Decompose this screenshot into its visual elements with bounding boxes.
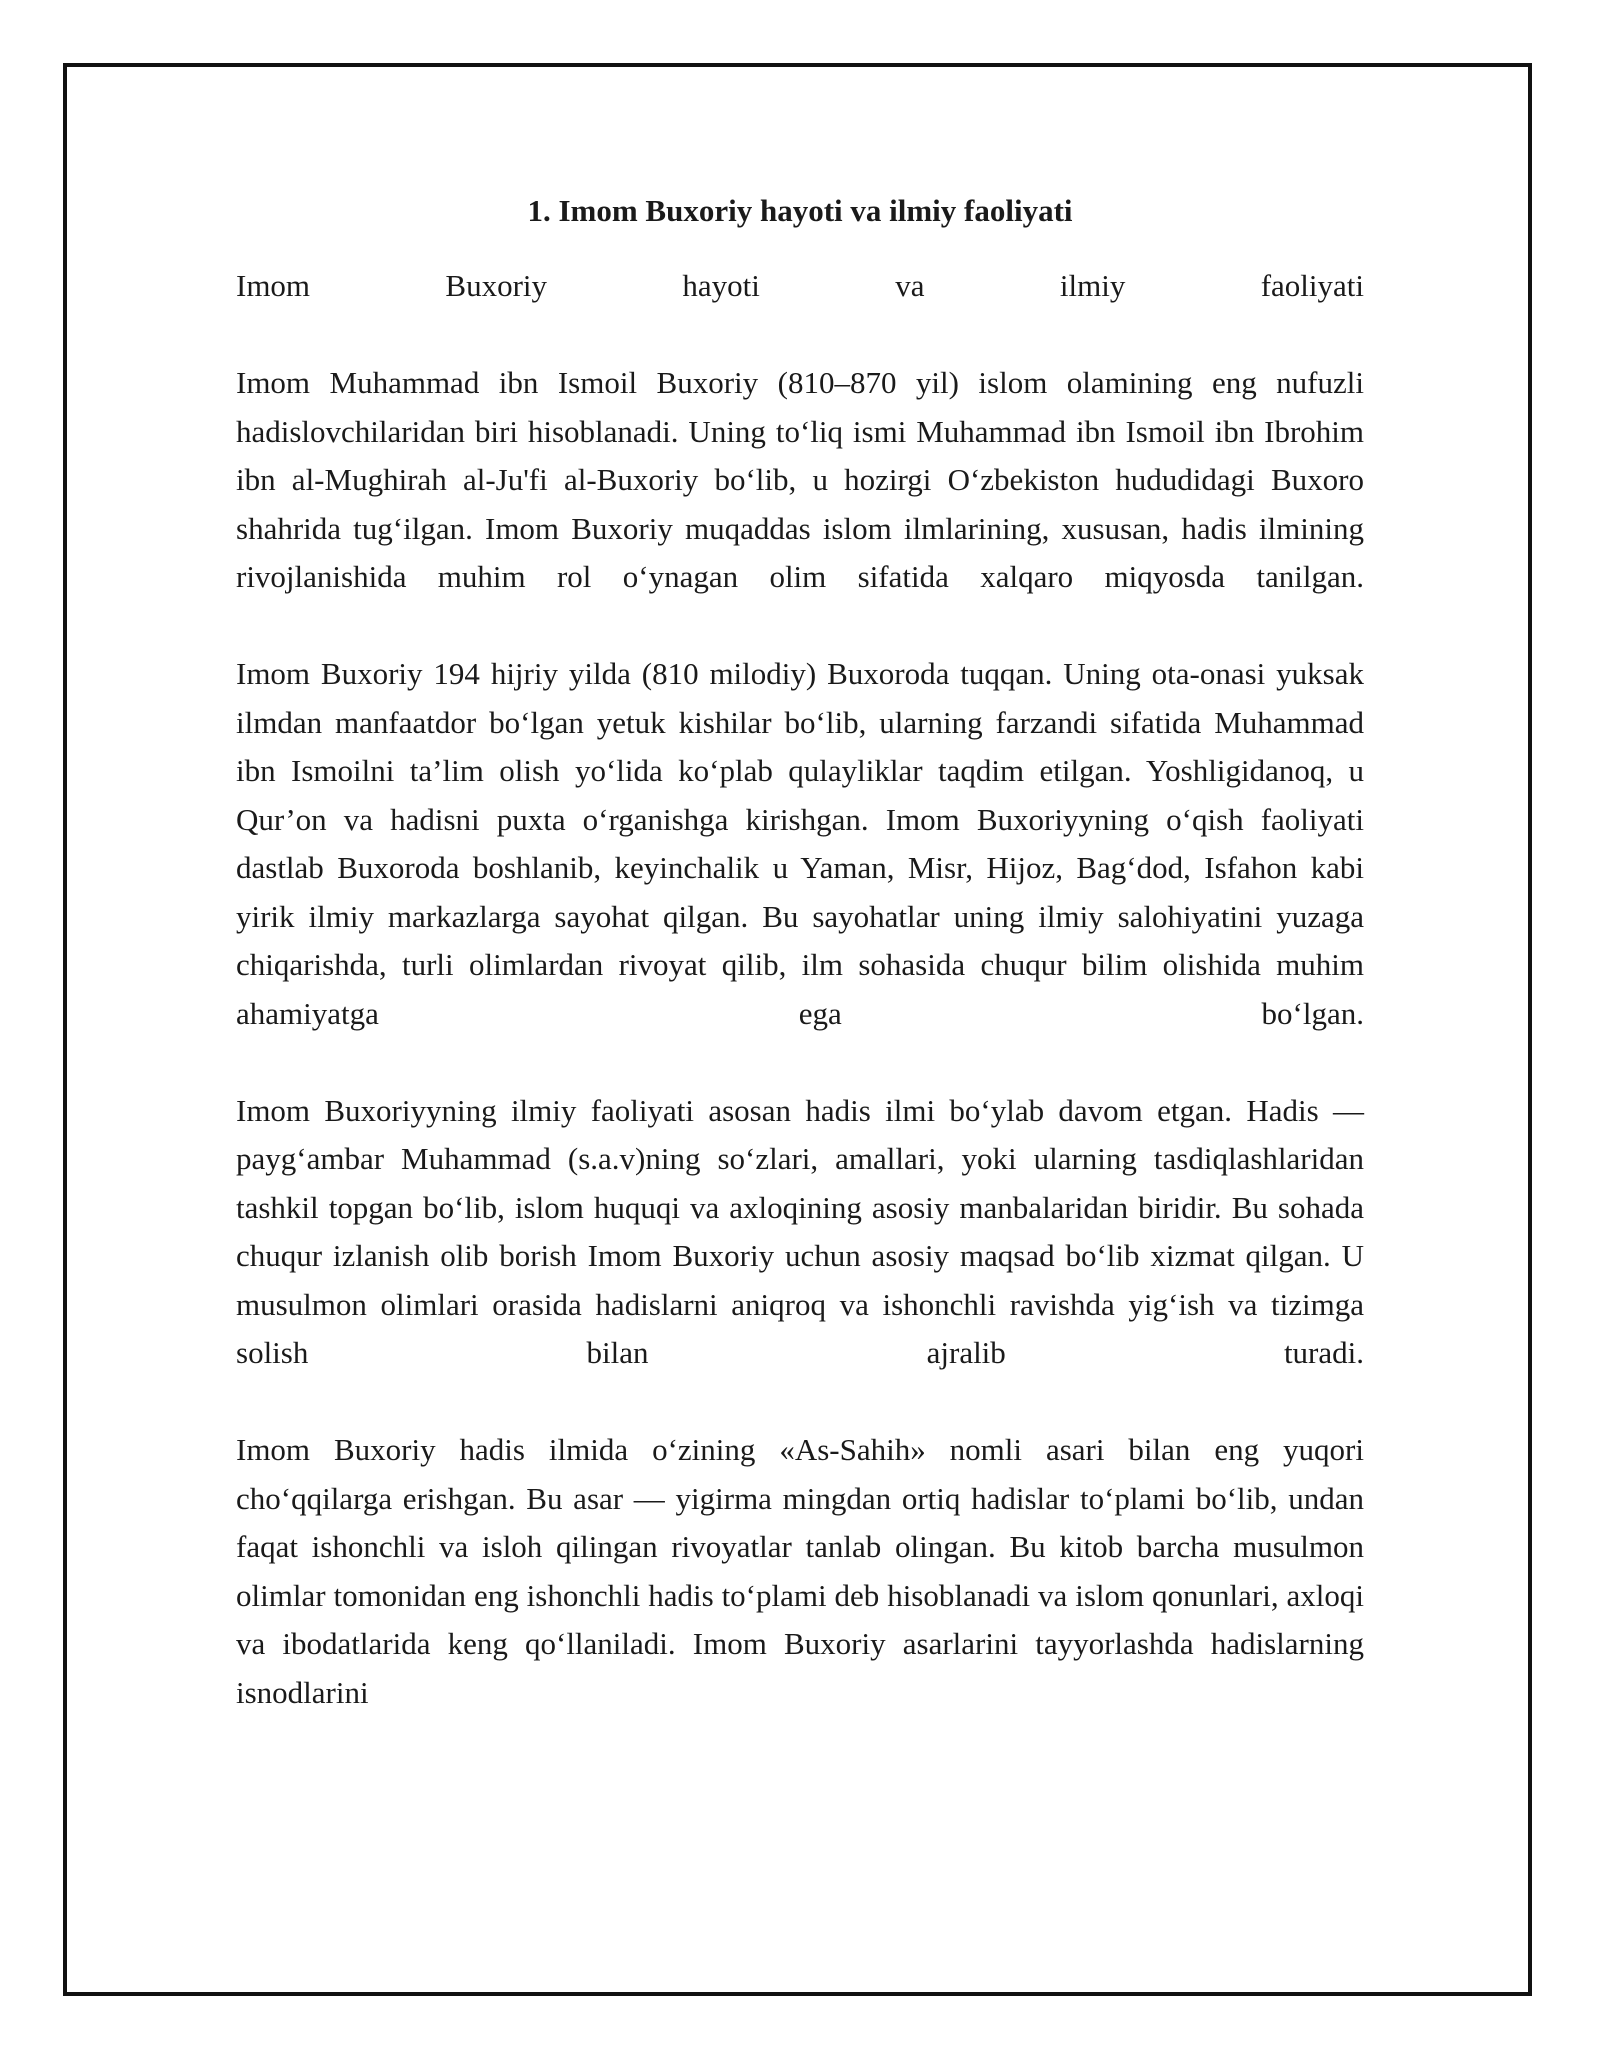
paragraph-biography-intro: Imom Muhammad ibn Ismoil Buxoriy (810–870 yil) islom olamining eng nufuzli hadislovchilaridan biri hisoblanadi. Uning to‘liq ismi Muhammad ibn Ismoil ibn Ibrohim ibn al-Mughirah al-Ju'fi al-Buxoriy bo‘lib, u hozirgi O‘zbekiston hududidagi Buxoro shahrida tug‘ilgan. Imom Buxoriy muqaddas islom ilmlarining, xususan, hadis ilmining rivojlanishida muhim rol o‘ynagan olim sifatida xalqaro miqyosda tanilgan. xyxy=(236,365,1364,594)
document-title: 1. Imom Buxoriy hayoti va ilmiy faoliyati xyxy=(527,193,1073,228)
paragraph-subtitle: Imom Buxoriy hayoti va ilmiy faoliyati xyxy=(236,268,1364,303)
paragraph-hadith-work: Imom Buxoriyyning ilmiy faoliyati asosan hadis ilmi bo‘ylab davom etgan. Hadis — payg‘ambar Muhammad (s.a.v)ning so‘zlari, amallari, yoki ularning tasdiqlashlaridan tashkil topgan bo‘lib, islom huquqi va axloqining asosiy manbalaridan biridir. Bu sohada chuqur izlanish olib borish Imom Buxoriy uchun asosiy maqsad bo‘lib xizmat qilgan. U musulmon olimlari orasida hadislarni aniqroq va ishonchli ravishda yig‘ish va tizimga solish bilan ajralib turadi. xyxy=(236,1092,1364,1370)
paragraph-as-sahih: Imom Buxoriy hadis ilmida o‘zining «As-Sahih» nomli asari bilan eng yuqori cho‘qqilarga erishgan. Bu asar — yigirma mingdan ortiq hadislar to‘plami bo‘lib, undan faqat ishonchli va isloh qilingan rivoyatlar tanlab olingan. Bu kitob barcha musulmon olimlar tomonidan eng ishonchli hadis to‘plami deb hisoblanadi va islom qonunlari, axloqi va ibodatlarida keng qo‘llaniladi. Imom Buxoriy asarlarini tayyorlashda hadislarning isnodlarini xyxy=(236,1432,1364,1710)
document-body xyxy=(236,188,1364,1717)
paragraph-early-life: Imom Buxoriy 194 hijriy yilda (810 milodiy) Buxoroda tuqqan. Uning ota-onasi yuksak ilmdan manfaatdor bo‘lgan yetuk kishilar bo‘lib, ularning farzandi sifatida Muhammad ibn Ismoilni ta’lim olish yo‘lida ko‘plab qulayliklar taqdim etilgan. Yoshligidanoq, u Qur’on va hadisni puxta o‘rganishga kirishgan. Imom Buxoriyyning o‘qish faoliyati dastlab Buxoroda boshlanib, keyinchalik u Yaman, Misr, Hijoz, Bag‘dod, Isfahon kabi yirik ilmiy markazlarga sayohat qilgan. Bu sayohatlar uning ilmiy salohiyatini yuzaga chiqarishda, turli olimlardan rivoyat qilib, ilm sohasida chuqur bilim olishida muhim ahamiyatga ega bo‘lgan. xyxy=(236,656,1364,1031)
